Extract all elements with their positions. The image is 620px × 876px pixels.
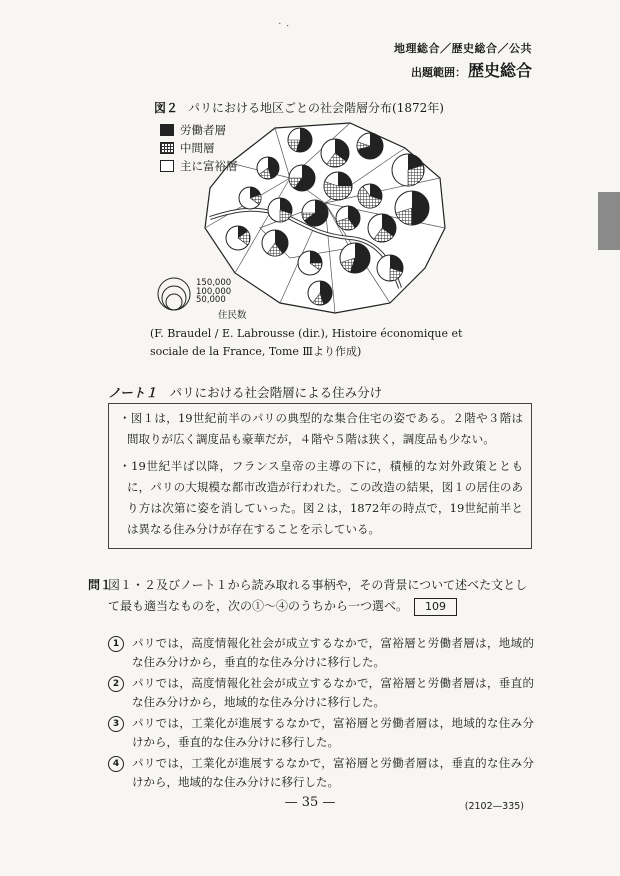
district-pie bbox=[289, 165, 315, 191]
choice-2[interactable] bbox=[108, 674, 534, 712]
district-pie bbox=[257, 157, 279, 179]
district-pie bbox=[226, 226, 250, 250]
scale-label: 150,000 bbox=[196, 278, 232, 288]
range-label: 出題範囲： bbox=[410, 66, 466, 79]
district-pie bbox=[268, 198, 292, 222]
district-pie bbox=[308, 281, 332, 305]
district-pie bbox=[358, 184, 382, 208]
scale-label: 100,000 bbox=[196, 286, 232, 297]
page-number: — 35 — bbox=[284, 795, 336, 810]
district-pie bbox=[395, 191, 429, 225]
choice-number: 1 bbox=[108, 636, 124, 652]
question-number: 問１ bbox=[88, 578, 113, 592]
choice-number: 3 bbox=[108, 716, 124, 732]
legend-swatch-white bbox=[160, 160, 174, 172]
legend-label: 主に富裕層 bbox=[180, 159, 238, 173]
district-pie bbox=[239, 187, 261, 209]
district-pie bbox=[368, 214, 396, 242]
note-box bbox=[108, 403, 532, 549]
note-bullet: ・19世紀半ば以降，フランス皇帝の主導の下に，積極的な対外政策とともに，パリの大規模な都市改造が行われた。この改造の結果，図１の居住のあり方は次第に姿を消していった。図２は，1872年の時点で，19世紀前半とは異なる住み分けが存在することを示している。 bbox=[119, 459, 523, 536]
population-scale-circles bbox=[154, 276, 200, 312]
district-pie bbox=[288, 128, 312, 152]
district-pie bbox=[377, 255, 403, 281]
choice-3[interactable] bbox=[108, 714, 534, 752]
district-pie bbox=[340, 243, 370, 273]
source-line: (F. Braudel / E. Labrousse (dir.), Histoire économique et bbox=[150, 327, 463, 340]
choice-list bbox=[108, 634, 534, 794]
legend-label: 労働者層 bbox=[180, 123, 226, 137]
choice-text: パリでは，工業化が進展するなかで，富裕層と労働者層は，地域的な住み分けから，垂直的な住み分けに移行した。 bbox=[132, 716, 534, 749]
legend-label: 中間層 bbox=[180, 141, 215, 155]
note-title: パリにおける社会階層による住み分け bbox=[169, 385, 383, 400]
question-prompt: 図１・２及びノート１から読み取れる事柄や，その背景について述べた文として最も適当なものを，次の①～④のうちから一つ選べ。 bbox=[108, 578, 528, 613]
exam-code: (2102—335) bbox=[464, 801, 524, 812]
choice-text: パリでは，高度情報化社会が成立するなかで，富裕層と労働者層は，地域的な住み分けから，垂直的な住み分けに移行した。 bbox=[132, 636, 534, 669]
choice-number: 4 bbox=[108, 756, 124, 772]
answer-box[interactable]: 109 bbox=[414, 598, 457, 616]
legend-swatch-grid bbox=[160, 142, 174, 154]
district-pie bbox=[357, 133, 383, 159]
district-pie bbox=[298, 251, 322, 275]
legend-item-middle bbox=[160, 139, 238, 157]
range-subject: 歴史総合 bbox=[467, 61, 532, 80]
choice-1[interactable] bbox=[108, 634, 534, 672]
choice-number: 2 bbox=[108, 676, 124, 692]
section-tab bbox=[598, 192, 620, 250]
scale-label: 50,000 bbox=[196, 295, 226, 305]
choice-4[interactable] bbox=[108, 754, 534, 792]
map-legend bbox=[160, 121, 238, 175]
source-line: sociale de la France, Tome Ⅲより作成) bbox=[150, 345, 362, 358]
figure-title bbox=[154, 99, 444, 116]
district-pie bbox=[321, 139, 349, 167]
district-pie bbox=[262, 230, 288, 256]
choice-text: パリでは，高度情報化社会が成立するなかで，富裕層と労働者層は，垂直的な住み分けから，地域的な住み分けに移行した。 bbox=[132, 676, 534, 709]
legend-item-wealthy bbox=[160, 157, 238, 175]
figure-source bbox=[150, 325, 470, 361]
choice-text: パリでは，工業化が進展するなかで，富裕層と労働者層は，垂直的な住み分けから，地域的な住み分けに移行した。 bbox=[132, 756, 534, 789]
legend-item-workers bbox=[160, 121, 238, 139]
note-label: ノート１ bbox=[108, 385, 158, 400]
figure-number: 図２ bbox=[154, 101, 179, 115]
population-scale-labels bbox=[196, 279, 231, 305]
header-subjects: 地理総合／歴史総合／公共 bbox=[394, 42, 532, 55]
question-text bbox=[108, 575, 538, 617]
legend-swatch-black bbox=[160, 124, 174, 136]
district-pie bbox=[302, 200, 328, 226]
print-speck: ⠁⠂ bbox=[278, 22, 294, 31]
note-heading bbox=[108, 383, 382, 401]
district-pie bbox=[392, 154, 424, 186]
note-bullet: ・図１は，19世紀前半のパリの典型的な集合住宅の姿である。２階や３階は間取りが広く調度品も豪華だが，４階や５階は狭く，調度品も少ない。 bbox=[119, 411, 523, 446]
header-range bbox=[411, 58, 532, 81]
question bbox=[88, 575, 538, 617]
figure-title-text: パリにおける地区ごとの社会階層分布(1872年) bbox=[188, 101, 444, 115]
district-pie bbox=[324, 172, 352, 200]
population-label: 住民数 bbox=[218, 310, 247, 321]
district-pie bbox=[336, 206, 360, 230]
